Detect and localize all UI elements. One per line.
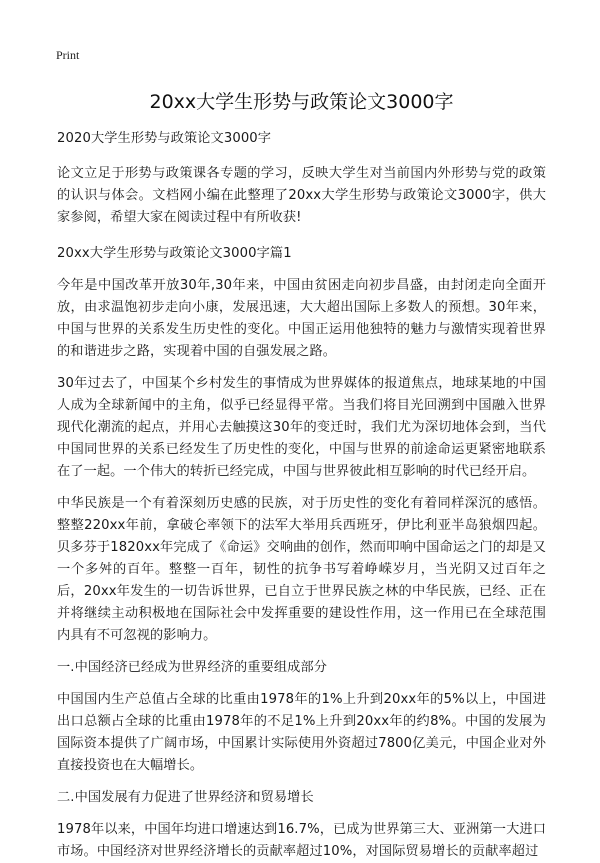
body-paragraph: 1978年以来，中国年均进口增速达到16.7%，已成为世界第三大、亚洲第一大进口市场。中国经济对世界经济增长的贡献率超过10%，对国际贸易增长的贡献率超过	[57, 822, 546, 859]
body-paragraph: 30年过去了，中国某个乡村发生的事情成为世界媒体的报道焦点，地球某地的中国人成为全球新闻中的主角，似乎已经显得平常。当我们将目光回溯到中国融入世界现代化潮流的起点，并用心去触摸这30年的变迁时，我们尤为深切地体会到，当代中国同世界的关系已经发生了历史性的变化，中国与世界的前途命运更紧密地联系在了一起。一个伟大的转折已经完成，中国与世界彼此相互影响的时代已经开启。	[57, 376, 546, 479]
document-subtitle: 2020大学生形势与政策论文3000字	[57, 131, 272, 146]
print-link[interactable]: Print	[56, 48, 80, 62]
page-title: 20xx大学生形势与政策论文3000字	[149, 91, 454, 113]
body-paragraph: 中国国内生产总值占全球的比重由1978年的1%上升到20xx年的5%以上，中国进出口总额占全球的比重由1978年的不足1%上升到20xx年的约8%。中国的发展为国际资本提供了广阔市场，中国累计实际使用外资超过7800亿美元，中国企业对外直接投资也在大幅增长。	[57, 692, 546, 773]
intro-paragraph: 论文立足于形势与政策课各专题的学习，反映大学生对当前国内外形势与党的政策的认识与体会。文档网小编在此整理了20xx大学生形势与政策论文3000字，供大家参阅，希望大家在阅读过程中有所收获!	[57, 166, 546, 225]
article-heading: 20xx大学生形势与政策论文3000字篇1	[57, 246, 292, 261]
section-heading: 一.中国经济已经成为世界经济的重要组成部分	[57, 660, 328, 675]
section-heading: 二.中国发展有力促进了世界经济和贸易增长	[57, 790, 314, 805]
body-paragraph: 今年是中国改革开放30年,30年来，中国由贫困走向初步昌盛，由封闭走向全面开放，由求温饱初步走向小康，发展迅速，大大超出国际上多数人的预想。30年来，中国与世界的关系发生历史性的变化。中国正运用他独特的魅力与激情实现着世界的和谐进步之路，实现着中国的自强发展之路。	[57, 278, 546, 359]
body-paragraph: 中华民族是一个有着深刻历史感的民族，对于历史性的变化有着同样深沉的感悟。整整220xx年前，拿破仑率领下的法军大举用兵西班牙，伊比利亚半岛狼烟四起。贝多芬于1820xx年完成了《命运》交响曲的创作，然而叩响中国命运之门的却是又一个多舛的百年。整整一百年，韧性的抗争书写着峥嵘岁月，当光阴又过百年之后，20xx年发生的一切告诉世界，已自立于世界民族之林的中华民族，已经、正在并将继续主动积极地在国际社会中发挥重要的建设性作用，这一作用已在全球范围内具有不可忽视的影响力。	[57, 496, 546, 643]
